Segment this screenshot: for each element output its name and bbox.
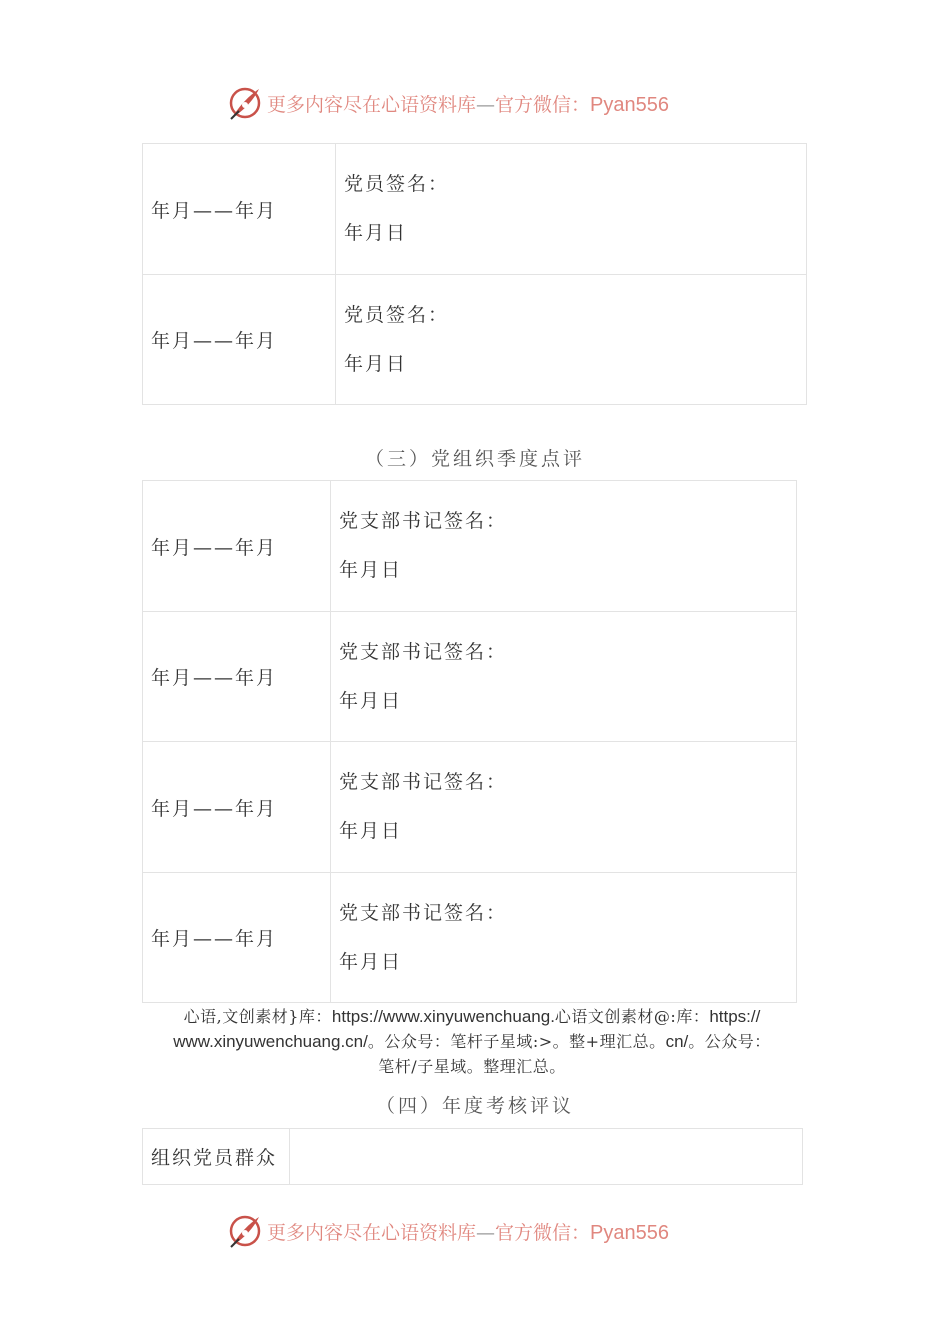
sign-label: 党员签名： (344, 303, 450, 326)
org-review-table (142, 480, 797, 1003)
annual-review-table (142, 1128, 803, 1185)
banner-wechat-label: 官方微信： (495, 1221, 591, 1244)
banner-separator: — (476, 1221, 496, 1244)
period-cell: 年月——年月 (143, 144, 336, 275)
sign-label: 党支部书记签名： (339, 510, 508, 532)
banner-separator: — (476, 93, 496, 116)
signature-cell[interactable] (331, 873, 797, 1003)
sign-label: 党支部书记签名： (339, 901, 508, 924)
notice-url[interactable]: https://www.xinyuwenchuang. (331, 1007, 555, 1026)
period-cell: 年月——年月 (143, 742, 331, 873)
banner-title: 更多内容尽在心语资料库 (267, 93, 477, 116)
signature-cell[interactable] (331, 612, 797, 742)
notice-url[interactable]: https:// (709, 1007, 761, 1026)
banner-wechat-label: 官方微信： (495, 93, 591, 116)
signature-cell[interactable] (336, 144, 807, 275)
banner-text (267, 1218, 669, 1245)
table-row (143, 144, 807, 275)
banner-wechat-id: Pyan556 (590, 1221, 669, 1244)
notice-url: cn/ (665, 1032, 689, 1051)
member-signature-table (142, 143, 807, 405)
signature-cell[interactable] (331, 742, 797, 873)
sign-date: 年月日 (344, 222, 408, 244)
signature-cell[interactable] (336, 275, 807, 405)
notice-text: 心语,文创素材}库： (183, 1007, 332, 1026)
sign-label: 党支部书记签名： (339, 771, 508, 793)
notice-text: 。公众号：笔杆子星域:>。整+理汇总。 (367, 1032, 666, 1051)
annual-value-cell[interactable] (290, 1129, 803, 1185)
sign-label: 党支部书记签名： (339, 640, 508, 663)
table-row (143, 1129, 803, 1185)
table-row (143, 481, 797, 612)
sign-label: 党员签名： (344, 173, 450, 195)
signature-cell[interactable] (331, 481, 797, 612)
source-notice (142, 1004, 802, 1079)
notice-line-2 (142, 1029, 802, 1054)
section-title-annual-review: （四）年度考核评议 (375, 1095, 574, 1117)
sign-date: 年月日 (339, 689, 403, 712)
banner-text (267, 90, 669, 117)
sign-date: 年月日 (339, 820, 403, 842)
sign-date: 年月日 (339, 559, 403, 581)
period-cell: 年月——年月 (143, 481, 331, 612)
period-cell: 年月——年月 (143, 612, 331, 742)
banner-wechat-id: Pyan556 (590, 93, 669, 116)
table-row (143, 742, 797, 873)
quill-logo-icon (225, 1211, 265, 1251)
period-cell: 年月——年月 (143, 873, 331, 1003)
quill-logo-icon (225, 83, 265, 123)
sign-date: 年月日 (344, 352, 408, 375)
notice-line-3: 笔杆/子星域。整理汇总。 (378, 1057, 566, 1076)
table-row (143, 275, 807, 405)
banner-title: 更多内容尽在心语资料库 (267, 1221, 477, 1244)
table-row (143, 612, 797, 742)
table-row (143, 873, 797, 1003)
period-cell: 年月——年月 (143, 275, 336, 405)
notice-text: 心语文创素材@:库： (554, 1007, 710, 1026)
notice-text: 。公众号： (688, 1032, 771, 1051)
section-title-quarterly-review: （三）党组织季度点评 (364, 448, 585, 470)
footer-banner (225, 1211, 745, 1251)
notice-line-1 (142, 1004, 802, 1029)
header-banner (225, 83, 745, 123)
annual-label-cell: 组织党员群众 (143, 1129, 290, 1185)
sign-date: 年月日 (339, 950, 403, 973)
notice-url[interactable]: www.xinyuwenchuang.cn/ (173, 1032, 368, 1051)
